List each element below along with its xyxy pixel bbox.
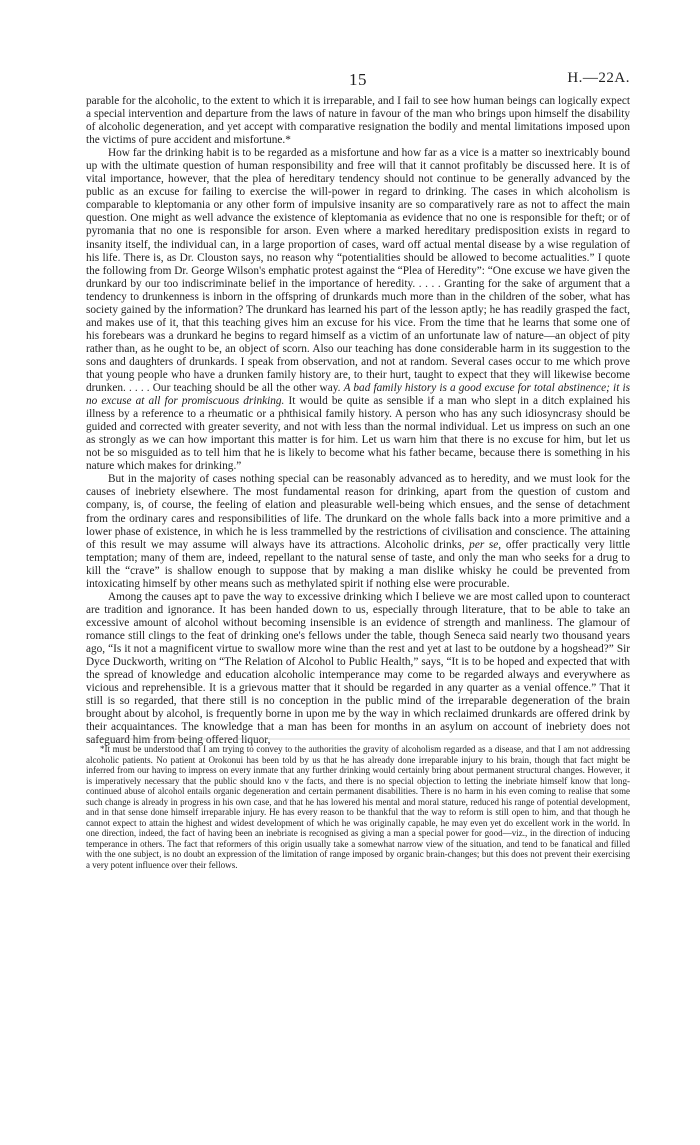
page-header bbox=[86, 70, 630, 92]
italic-emphasis: A bad family history is a good excuse for total abstinence; it is no excuse at all for promiscuous drinking. bbox=[86, 382, 630, 408]
paragraph-causes-text: But in the majority of cases nothing special can be reasonably advanced as to heredity, and we must look for the causes of inebriety elsewhere. The most fundamental reason for drinking, apart from the question of custom and company, is, of course, the feeling of elation and pleasurable well-being which ensues, and the sense of detachment from the ordinary cares and responsibilities of life. The drunkard on the whole falls back into a more primitive and a lower phase of existence, in which he is less trammelled by the restrictions of civilisation and conscience. The attaining of this result we may assume will always have its attractions. Alcoholic drinks, bbox=[86, 473, 630, 551]
footnote-block bbox=[86, 744, 630, 871]
page-number: 15 bbox=[349, 70, 367, 89]
paragraph-heredity-text-end: It would be quite as sensible if a man who slept in a ditch explained his illness by a reference to a rheumatic or a phthisical family history. A person who has any such idiosyncrasy should be guided and corrected with greater severity, and not with less than the normal individual. Let us impress on such an one as strongly as we can how important this matter is for him. Let us warn him that there is no excuse for him, but let us not be so misguided as to tell him that he is likely to become what his father became, because there is something in his nature which makes for drinking.” bbox=[86, 395, 631, 473]
italic-per-se: per se, bbox=[469, 538, 502, 551]
paragraph-tradition: Among the causes apt to pave the way to excessive drinking which I believe we are most called upon to counteract are tradition and ignorance. It has been handed down to us, especially through literature, that to be able to take an excessive amount of alcohol without becoming insensible is an evidence of strength and manliness. The glamour of romance still clings to the feat of drinking one's fellows under the table, though Seneca said nearly two thousand years ago, “Is it not a magnificent virtue to swallow more wine than the rest and yet at last to be outdone by a hogshead?” Sir Dyce Duckworth, writing on “The Relation of Alcohol to Public Health,” says, “It is to be hoped and expected that with the spread of knowledge and education alcoholic intemperance may come to be regarded always and everywhere as vicious and reprehensible. It is a grievous matter that it should be regarded in any quarter as a venial offence.” That it still is so regarded, that there still is no conception in the public mind of the irreparable degeneration of the brain brought about by alcohol, is frequently borne in upon me by the way in which reclaimed drunkards are offered drink by their acquaintances. The knowledge that a man has been for months in an asylum on account of inebriety does not safeguard him from being offered liquor, bbox=[86, 590, 630, 747]
paragraph-heredity bbox=[86, 147, 630, 473]
document-reference: H.—22A. bbox=[567, 70, 630, 86]
paragraph-heredity-text: How far the drinking habit is to be regarded as a misfortune and how far as a vice is a matter so inextricably bound up with the ultimate question of human responsibility and free will that it cannot profitably be discussed here. It is of vital importance, however, that the plea of hereditary tendency should not continue to be generally advanced by the public as an excuse for failing to exercise the will-power in regard to drinking. The cases in which alcoholism is comparable to kleptomania or any other form of impulsive insanity are so comparatively rare as not to affect the main question. One might as well advance the existence of kleptomania as evidence that no one is responsible for theft; or of pyromania that no one is responsible for arson. Even where a marked hereditary predisposition exists in regard to insanity itself, the individual can, in a large proportion of cases, ward off actual mental disease by a wise regulation of his life. There is, as Dr. Clouston says, no reason why “potentialities should be allowed to become actualities.” I quote the following from Dr. George Wilson's emphatic protest against the “Plea of Heredity”: “One excuse we have given the drunkard by our too indiscriminate belief in the importance of heredity. . . . . Granting for the sake of argument that a tendency to drunkenness is inborn in the offspring of drunkards much more than in the children of the sober, what has society gained by the information? The drunkard has learned his part of the lesson aptly; he has readily grasped the fact, and makes use of it, that this teaching gives him an excuse for his vice. From the time that he learns that some one of his forebears was a drunkard he begins to regard himself as a victim of an unfortunate law of nature—an object of pity rather than, as he ought to be, an object of scorn. Also our teaching has done considerable harm in its suggestion to the sons and daughters of drunkards. I speak from observation, and not at random. Several cases occur to me which prove that young people who have a drunken family history are, to their hurt, taught to expect that they will likewise become drunken. . . . . Our teaching should be all the other way. bbox=[86, 147, 630, 395]
paragraph-causes-text-end: offer practically very little temptation; many of them are, indeed, repellant to the natural sense of taste, and only the man who seeks for a drug to kill the “crave” is shallow enough to suppose that by making a man dislike whisky he could be prevented from intoxicating himself by other means such as methylated spirit if nothing else were procurable. bbox=[86, 538, 631, 590]
paragraph-causes bbox=[86, 473, 630, 590]
footnote-divider bbox=[86, 738, 630, 740]
footnote: *It must be understood that I am trying to convey to the authorities the gravity of alcoholism regarded as a disease, and that I am not addressing alcoholic patients. No patient at Orokonui has been told by us that he has already done irreparable injury to his brain, though that fact might be inferred from our having to impress on every inmate that any further drinking would certainly bring about permanent structural changes. However, it is imperatively necessary that the public should kno v the facts, and there is no special objection to letting the inebriate himself know that long-continued abuse of alcohol entails organic degeneration and certain permanent disabilities. There is no harm in his even coming to realise that some such change is already in progress in his own case, and that he has lowered his mental and moral stature, reduced his range of potential development, and in that sense done himself irreparable injury. He has every reason to be thankful that the way to reform is still open to him, and that though he cannot expect to attain the highest and widest development of which he was originally capable, he may even yet do excellent work in the world. In one direction, indeed, the fact of having been an inebriate is recognised as giving a man a special power for good—viz., in the direction of inducing temperance in others. The fact that reformers of this origin usually take a somewhat narrow view of the situation, and tend to be fanatical and filled with the one subject, is no doubt an expression of the limitation of range imposed by organic brain-changes; but this does not prevent their exercising a very potent influence over their fellows. bbox=[86, 744, 630, 871]
body-text bbox=[86, 95, 630, 747]
paragraph-continuation: parable for the alcoholic, to the extent to which it is irreparable, and I fail to see how human beings can logically expect a special intervention and departure from the laws of nature in favour of the man who brings upon himself the disability of alcoholic degeneration, and yet accept with comparative resignation the bodily and mental limitations imposed upon the victims of pure accident and misfortune.* bbox=[86, 95, 630, 147]
